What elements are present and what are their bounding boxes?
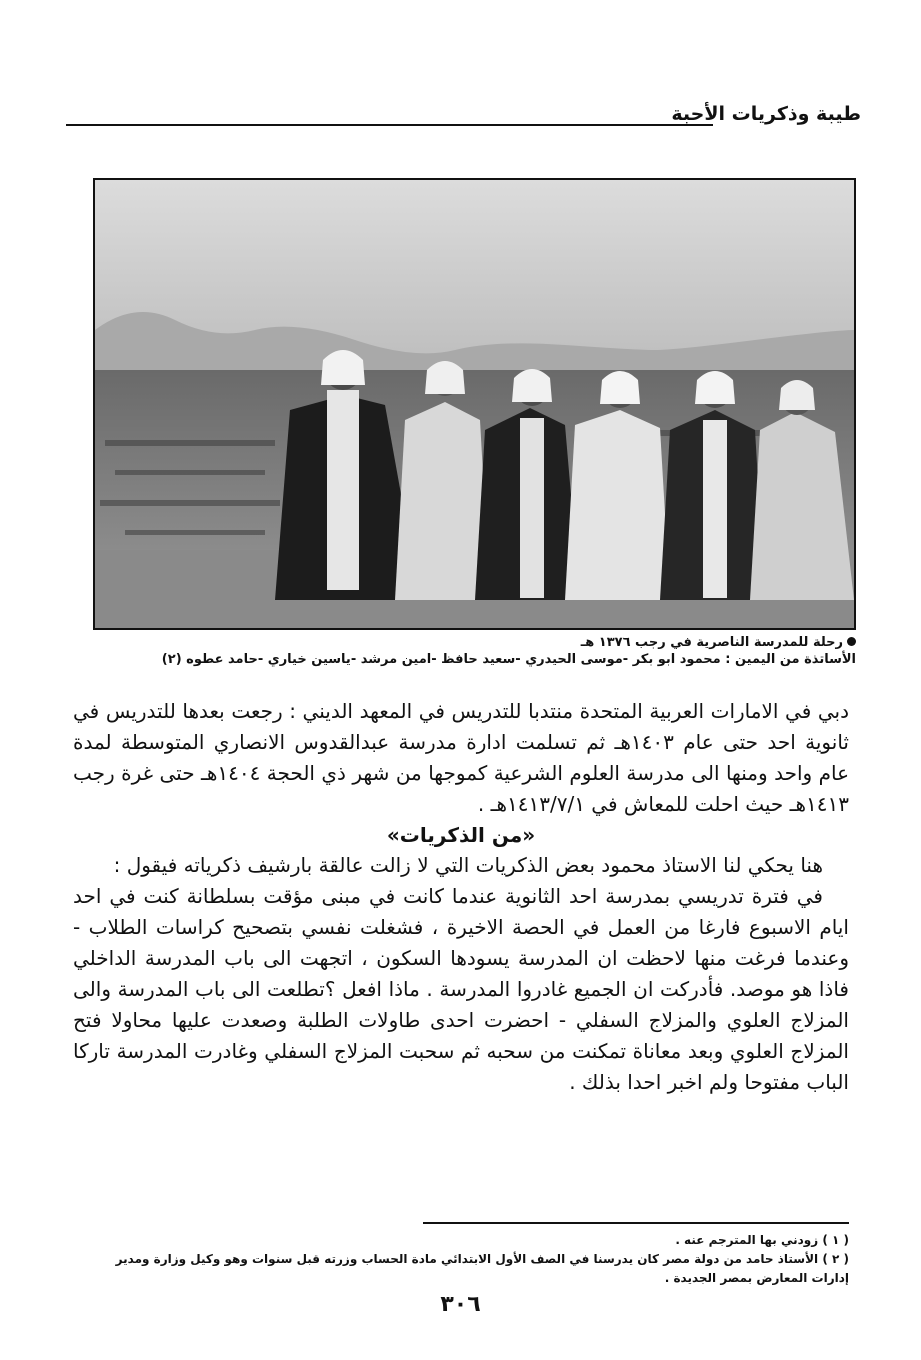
- paragraph-3: في فترة تدريسي بمدرسة احد الثانوية عندما كانت في مبنى مؤقت بسلطانة كنت في احد ايام الاسبوع فارغا من العمل في الحصة الاخيرة ، فشغلت نفسي بتصحيح كراسات الطلاب - وعندما فرغت منها لاحظت ان المدرسة يسودها السكون ، اتجهت الى باب المدرسة الداخلي فاذا هو موصد. فأدركت ان الجميع غادروا المدرسة . ماذا افعل ؟تطلعت الى باب المدرسة والى المزلاج العلوي والمزلاج السفلي - احضرت احدى طاولات الطلبة وصعدت عليها محاولا فتح المزلاج العلوي وبعد معاناة تمكنت من سحبه ثم سحبت المزلاج السفلي وغادرت المدرسة تاركا الباب مفتوحا ولم اخبر احدا بذلك .: [73, 884, 849, 1094]
- section-subheading: «من الذكريات»: [386, 823, 536, 847]
- footnote-rule: [423, 1222, 849, 1224]
- header-rule: [66, 124, 713, 126]
- body-text: [73, 696, 849, 1098]
- group-photograph: [93, 178, 856, 630]
- footnote-2: ( ٢ ) الأستاذ حامد من دولة مصر كان يدرسنا في الصف الأول الابتدائي مادة الحساب وزرته قبل سنوات وهو وكيل وزارة ومدير: [115, 1252, 849, 1266]
- caption-line-2: الأساتذة من اليمين : محمود ابو بكر -موسى الحيدري -سعيد حافظ -امين مرشد -ياسين خياري -حامد عطوه (٢): [161, 652, 856, 667]
- footnote-1: ( ١ ) زودني بها المترجم عنه .: [675, 1233, 849, 1247]
- photograph-image: [95, 180, 854, 628]
- footnotes: [89, 1231, 849, 1288]
- paragraph-2: هنا يحكي لنا الاستاذ محمود بعض الذكريات التي لا زالت عالقة بارشيف ذكرياته فيقول :: [113, 853, 823, 877]
- running-head: [66, 100, 861, 134]
- photo-caption: [76, 634, 856, 668]
- running-title: طيبة وذكريات الأحبة: [671, 103, 861, 125]
- paragraph-1: دبي في الامارات العربية المتحدة منتدبا للتدريس في المعهد الديني : رجعت بعدها للتدريس في ثانوية احد حتى عام ١٤٠٣هـ ثم تسلمت ادارة مدرسة عبدالقدوس الانصاري المتوسطة لمدة عام واحد ومنها الى مدرسة العلوم الشرعية كموجها من شهر ذي الحجة ١٤٠٤هـ حتى غرة رجب ١٤١٣هـ حيث احلت للمعاش في ١٤١٣/٧/١هـ .: [73, 699, 849, 816]
- page-number: ٣٠٦: [440, 1292, 481, 1317]
- caption-line-1: رحلة للمدرسة الناصرية في رجب ١٣٧٦ هـ: [76, 634, 856, 651]
- footnote-2-continued: إدارات المعارض بمصر الجديدة .: [664, 1271, 849, 1285]
- bullet-icon: [847, 637, 856, 646]
